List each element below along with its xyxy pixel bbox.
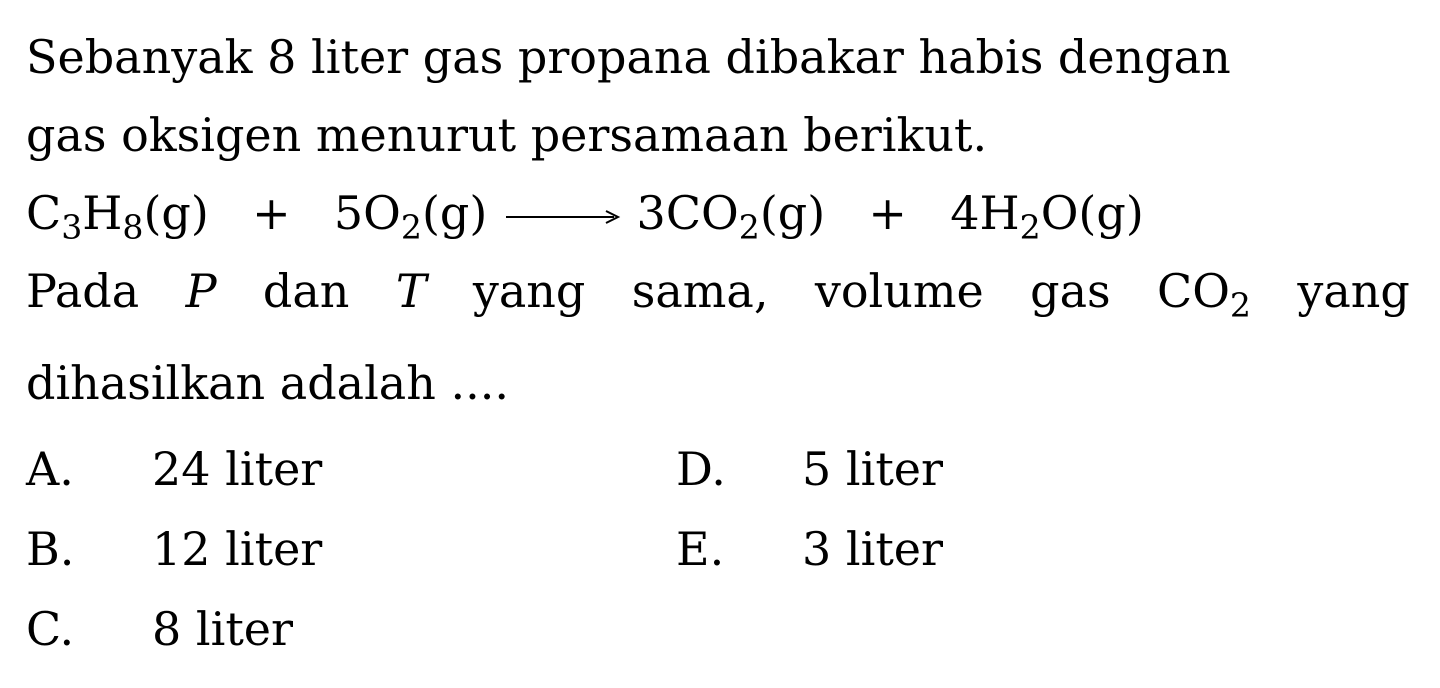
- word: Pada: [26, 264, 140, 318]
- word: yang: [1297, 264, 1410, 318]
- water-formula: $4H_2O$: [950, 186, 1079, 247]
- option-a[interactable]: [26, 442, 323, 496]
- propane-formula: $C_3H_8$: [26, 186, 144, 247]
- option-letter: B.: [26, 522, 75, 576]
- state-label: (g): [143, 186, 209, 240]
- plus-sign: +: [868, 186, 907, 240]
- state-label: (g): [421, 186, 488, 240]
- word: sama,: [631, 264, 769, 318]
- temperature-symbol: T: [395, 264, 427, 318]
- word: gas: [1030, 264, 1111, 318]
- co2-formula: $3CO_2$: [636, 186, 760, 247]
- pressure-symbol: P: [185, 264, 217, 318]
- reaction-arrow-icon: [502, 207, 622, 227]
- state-label: (g): [759, 186, 826, 240]
- question-line-5: dihasilkan adalah ....: [26, 356, 509, 410]
- word: yang: [472, 264, 586, 318]
- question-line-1: Sebanyak 8 liter gas propana dibakar habis dengan: [26, 30, 1231, 84]
- option-letter: E.: [676, 522, 725, 576]
- option-text: 24 liter: [152, 442, 323, 496]
- option-text: 12 liter: [152, 522, 323, 576]
- reaction-equation: [26, 186, 1144, 247]
- co2-inline-formula: $CO_2$: [1157, 264, 1251, 325]
- option-text: 8 liter: [152, 602, 294, 656]
- option-c[interactable]: [26, 602, 294, 656]
- option-d[interactable]: [676, 442, 944, 496]
- word: volume: [814, 264, 984, 318]
- oxygen-formula: $5O_2$: [333, 186, 422, 247]
- option-text: 5 liter: [802, 442, 944, 496]
- question-line-2: gas oksigen menurut persamaan berikut.: [26, 108, 988, 162]
- option-letter: C.: [26, 602, 75, 656]
- plus-sign: +: [252, 186, 291, 240]
- option-e[interactable]: [676, 522, 944, 576]
- option-letter: D.: [676, 442, 726, 496]
- option-letter: A.: [26, 442, 74, 496]
- word: dan: [262, 264, 350, 318]
- question-line-4: [26, 264, 1410, 325]
- state-label: (g): [1078, 186, 1144, 240]
- option-text: 3 liter: [802, 522, 944, 576]
- option-b[interactable]: [26, 522, 323, 576]
